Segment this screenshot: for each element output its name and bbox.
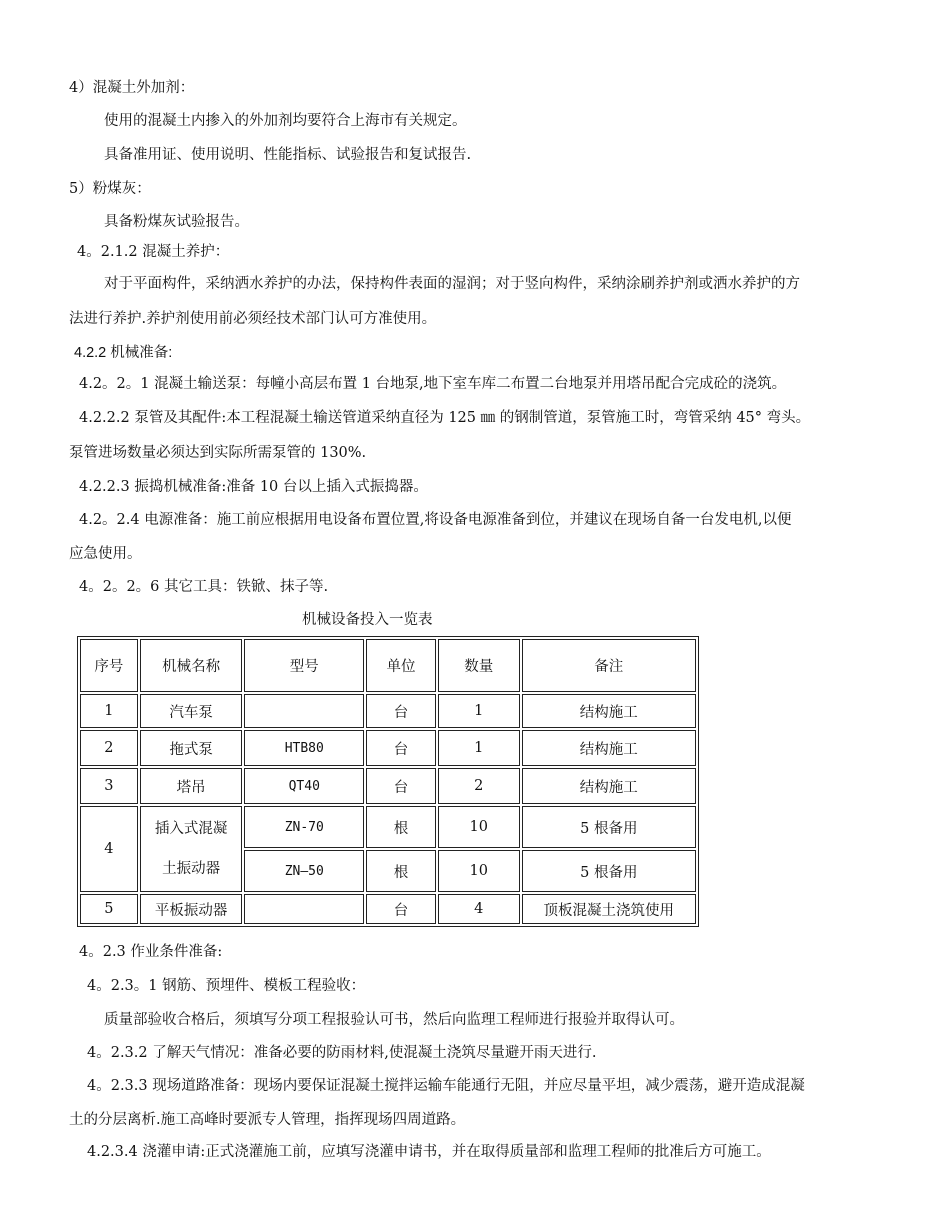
cell-no: 5	[80, 894, 138, 924]
cell-qty: 1	[438, 730, 520, 766]
paragraph-admixture-docs: 具备准用证、使用说明、性能指标、试验报告和复试报告.	[104, 147, 472, 163]
cell-name-line2: 土振动器	[162, 861, 221, 877]
equipment-table	[77, 636, 699, 927]
paragraph-weather: 4。2.3.2 了解天气情况：准备必要的防雨材料,使混凝土浇筑尽量避开雨天进行.	[87, 1045, 597, 1061]
cell-name: 塔吊	[140, 768, 243, 804]
cell-name-line1: 插入式混凝	[154, 821, 228, 837]
cell-note: 5 根备用	[522, 850, 696, 892]
cell-qty: 1	[438, 694, 520, 728]
cell-no: 2	[80, 730, 138, 766]
cell-no: 3	[80, 768, 138, 804]
header-name: 机械名称	[140, 639, 243, 692]
paragraph-pipe-line1: 4.2.2.2 泵管及其配件:本工程混凝土输送管道采纳直径为 125 ㎜ 的钢制管道，泵管施工时，弯管采纳 45° 弯头。	[79, 410, 811, 426]
paragraph-other-tools: 4。2。2。6 其它工具：铁锨、抹子等.	[79, 579, 329, 595]
table-header-row	[80, 639, 696, 692]
paragraph-curing-line2: 法进行养护.养护剂使用前必须经技术部门认可方准使用。	[69, 311, 437, 327]
cell-unit: 台	[366, 768, 436, 804]
paragraph-power-line1: 4.2。2.4 电源准备：施工前应根据用电设备布置位置,将设备电源准备到位，并建议在现场自备一台发电机,以便	[79, 512, 792, 528]
cell-model: QT40	[244, 768, 364, 804]
cell-model	[244, 894, 364, 924]
cell-note: 顶板混凝土浇筑使用	[522, 894, 696, 924]
paragraph-curing-line1: 对于平面构件，采纳洒水养护的办法，保持构件表面的湿润；对于竖向构件，采纳涂刷养护剂或洒水养护的方	[104, 276, 800, 292]
table-row	[80, 806, 696, 848]
cell-no: 1	[80, 694, 138, 728]
paragraph-pipe-line2: 泵管进场数量必须达到实际所需泵管的 130%.	[69, 445, 367, 461]
cell-name	[140, 806, 243, 892]
heading-machinery: 4.2.2 机械准备:	[74, 345, 173, 361]
cell-note: 结构施工	[522, 730, 696, 766]
cell-note: 结构施工	[522, 768, 696, 804]
header-note: 备注	[522, 639, 696, 692]
heading-curing: 4。2.1.2 混凝土养护：	[77, 244, 230, 260]
table-row	[80, 768, 696, 804]
cell-note: 结构施工	[522, 694, 696, 728]
paragraph-power-line2: 应急使用。	[69, 546, 142, 562]
cell-unit: 台	[366, 694, 436, 728]
table-row	[80, 730, 696, 766]
paragraph-vibrator: 4.2.2.3 振捣机械准备:准备 10 台以上插入式振捣器。	[79, 479, 428, 495]
paragraph-pour-application: 4.2.3.4 浇灌申请:正式浇灌施工前，应填写浇灌申请书，并在取得质量部和监理工程师的批准后方可施工。	[87, 1144, 771, 1160]
header-no: 序号	[80, 639, 138, 692]
cell-unit: 根	[366, 850, 436, 892]
header-model: 型号	[244, 639, 364, 692]
heading-inspection: 4。2.3。1 钢筋、预埋件、模板工程验收：	[87, 978, 366, 994]
header-qty: 数量	[438, 639, 520, 692]
cell-qty: 2	[438, 768, 520, 804]
cell-name: 平板振动器	[140, 894, 243, 924]
paragraph-fly-ash: 具备粉煤灰试验报告。	[104, 214, 249, 230]
cell-name: 汽车泵	[140, 694, 243, 728]
paragraph-road-line2: 土的分层离析.施工高峰时要派专人管理，指挥现场四周道路。	[69, 1112, 466, 1128]
heading-fly-ash: 5）粉煤灰：	[69, 181, 151, 197]
heading-site-conditions: 4。2.3 作业条件准备:	[79, 944, 223, 960]
cell-model	[244, 694, 364, 728]
paragraph-admixture-rule: 使用的混凝土内掺入的外加剂均要符合上海市有关规定。	[104, 113, 467, 129]
paragraph-pump: 4.2。2。1 混凝土输送泵：每幢小高层布置 1 台地泵,地下室车库二布置二台地泵并用塔吊配合完成砼的浇筑。	[79, 376, 787, 392]
table-caption: 机械设备投入一览表	[302, 612, 433, 628]
table-row	[80, 694, 696, 728]
cell-name: 拖式泵	[140, 730, 243, 766]
table-row	[80, 894, 696, 924]
cell-note: 5 根备用	[522, 806, 696, 848]
heading-admixture: 4）混凝土外加剂：	[69, 80, 195, 96]
cell-unit: 根	[366, 806, 436, 848]
cell-model: ZN—50	[244, 850, 364, 892]
cell-qty: 10	[438, 850, 520, 892]
paragraph-inspection: 质量部验收合格后，须填写分项工程报验认可书，然后向监理工程师进行报验并取得认可。	[104, 1012, 684, 1028]
cell-unit: 台	[366, 730, 436, 766]
cell-qty: 10	[438, 806, 520, 848]
cell-no: 4	[80, 806, 138, 892]
cell-qty: 4	[438, 894, 520, 924]
cell-unit: 台	[366, 894, 436, 924]
paragraph-road-line1: 4。2.3.3 现场道路准备：现场内要保证混凝土搅拌运输车能通行无阻，并应尽量平坦，减少震荡，避开造成混凝	[87, 1078, 805, 1094]
cell-model: ZN-70	[244, 806, 364, 848]
cell-model: HTB80	[244, 730, 364, 766]
header-unit: 单位	[366, 639, 436, 692]
